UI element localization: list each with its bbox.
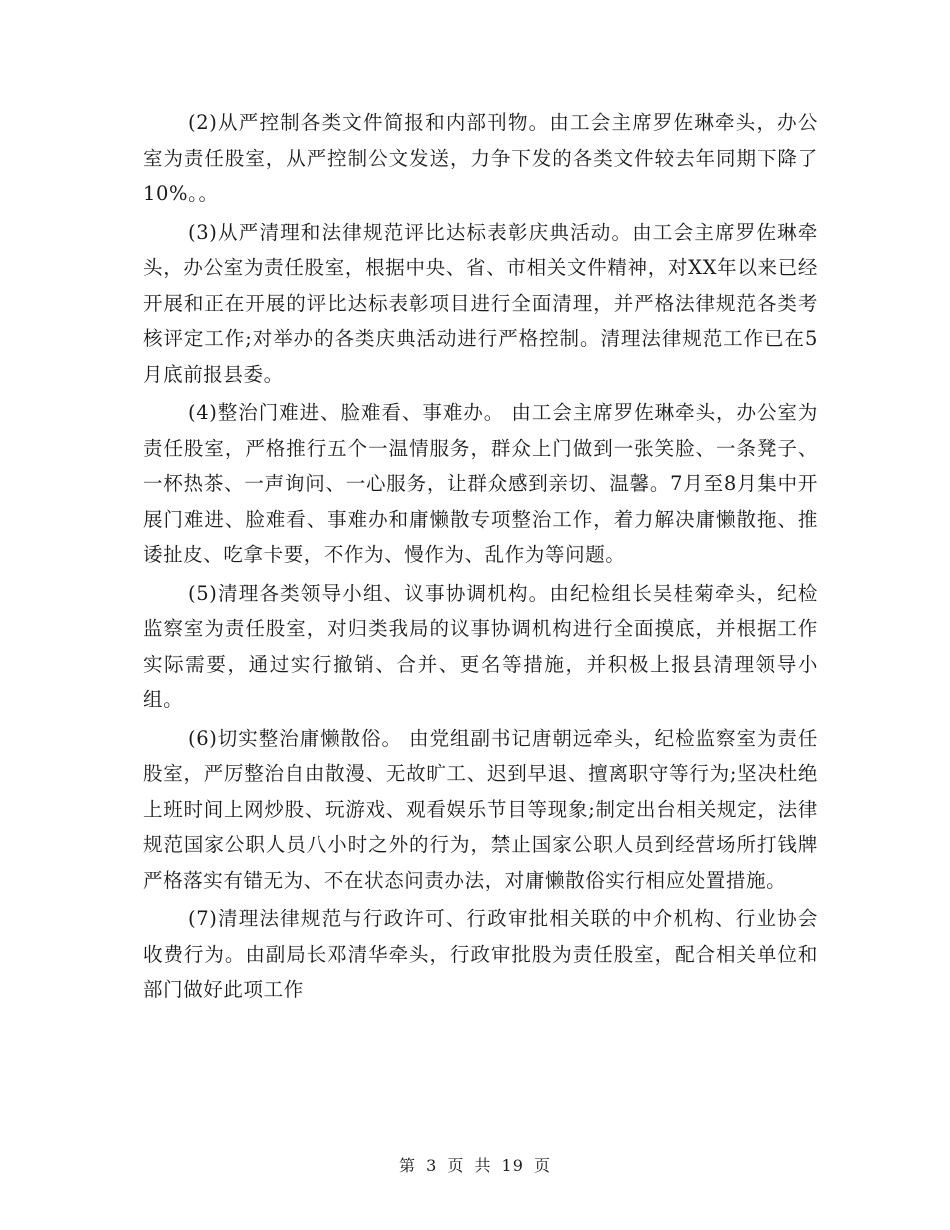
paragraph-item-2: (2)从严控制各类文件简报和内部刊物。由工会主席罗佐琳牵头，办公室为责任股室，从严控制公文发送，力争下发的各类文件较去年同期下降了10%。。 <box>143 111 818 205</box>
paragraph-item-4: (4)整治门难进、脸难看、事难办。 由工会主席罗佐琳牵头，办公室为责任股室，严格推行五个一温情服务，群众上门做到一张笑脸、一条凳子、一杯热茶、一声询问、一心服务，让群众感到亲切、温馨。7月至8月集中开展门难进、脸难看、事难办和庸懒散专项整治工作，着力解决庸懒散拖、推诿扯皮、吃拿卡要，不作为、慢作为、乱作为等问题。 <box>143 401 818 566</box>
page-number-footer: 第 3 页 共 19 页 <box>399 1156 551 1175</box>
paragraph-item-7: (7)清理法律规范与行政许可、行政审批相关联的中介机构、行业协会收费行为。由副局长邓清华牵头，行政审批股为责任股室，配合相关单位和部门做好此项工作 <box>143 907 818 1001</box>
paragraph-item-3: (3)从严清理和法律规范评比达标表彰庆典活动。由工会主席罗佐琳牵头，办公室为责任股室，根据中央、省、市相关文件精神，对XX年以来已经开展和正在开展的评比达标表彰项目进行全面清理，并严格法律规范各类考核评定工作;对举办的各类庆典活动进行严格控制。清理法律规范工作已在5月底前报县委。 <box>143 220 818 386</box>
paragraph-item-6: (6)切实整治庸懒散俗。 由党组副书记唐朝远牵头，纪检监察室为责任股室，严厉整治自由散漫、无故旷工、迟到早退、擅离职守等行为;坚决杜绝上班时间上网炒股、玩游戏、观看娱乐节目等现象;制定出台相关规定，法律规范国家公职人员八小时之外的行为，禁止国家公职人员到经营场所打钱牌严格落实有错无为、不在状态问责办法，对庸懒散俗实行相应处置措施。 <box>143 726 818 892</box>
paragraph-item-5: (5)清理各类领导小组、议事协调机构。由纪检组长吴桂菊牵头，纪检监察室为责任股室，对归类我局的议事协调机构进行全面摸底，并根据工作实际需要，通过实行撤销、合并、更名等措施，并积极上报县清理领导小组。 <box>143 581 818 711</box>
document-body <box>143 105 818 1011</box>
